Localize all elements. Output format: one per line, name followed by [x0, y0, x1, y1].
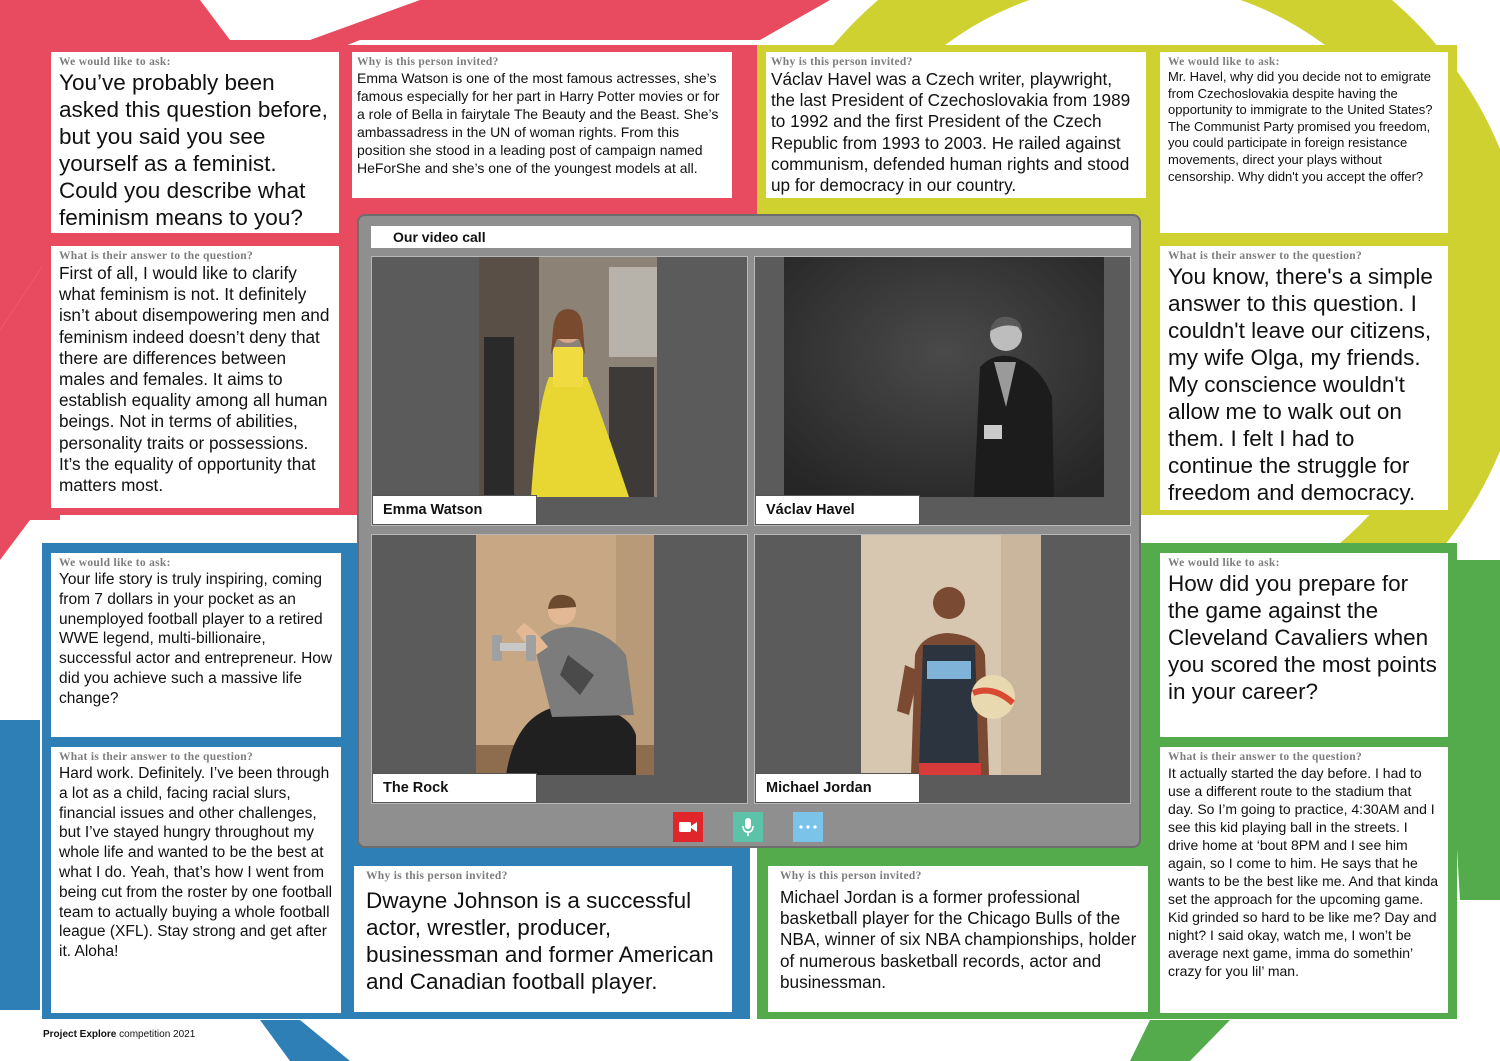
microphone-button[interactable]: [733, 812, 763, 842]
jordan-why-card: [768, 866, 1148, 1012]
participant-name: Emma Watson: [372, 495, 537, 525]
footer: [43, 1029, 195, 1040]
card-text: Václav Havel was a Czech writer, playwright, the last President of Czechoslovakia from 1989 to 1992 and the first President of the Czech Republic from 1993 to 2003. He railed against communism, defended human rights and stood up for democracy in our country.: [771, 69, 1131, 196]
more-dots-icon: [799, 825, 817, 829]
participant-photo: [479, 257, 657, 497]
call-title: Our video call: [371, 226, 1131, 248]
participant-photo: [784, 257, 1104, 497]
video-tile-michael-jordan[interactable]: [754, 534, 1131, 804]
video-camera-icon: [678, 820, 698, 834]
card-text: You’ve probably been asked this question before, but you said you see yourself as a feminist. Could you describe what feminism means to you?: [59, 70, 328, 230]
card-text: Dwayne Johnson is a successful actor, wrestler, producer, businessman and former American and Canadian football player.: [366, 888, 714, 994]
havel-answer-card: [1160, 246, 1448, 510]
video-tile-vaclav-havel[interactable]: [754, 256, 1131, 526]
watson-ask-card: [51, 52, 339, 233]
card-text: First of all, I would like to clarify what feminism is not. It definitely isn’t about disempowering men and feminism indeed doesn’t deny that there are differences between males and females. It aims to establish equality among all human beings. Not in terms of abilities, personality traits or possessions. It’s the equality of opportunity that matters most.: [59, 263, 330, 496]
card-label: We would like to ask:: [59, 557, 171, 569]
card-text: Hard work. Definitely. I’ve been through a lot as a child, facing racial slurs, financial issues and other challenges, but I’ve stayed hungry throughout my whole life and wanted to be the best at what I do. Yeah, that’s how I went from being cut from the roster by one football team to actually buying a whole football league (XFL). Stay strong and get after it. Aloha!: [59, 765, 333, 961]
participant-name: Václav Havel: [755, 495, 920, 525]
more-options-button[interactable]: [793, 812, 823, 842]
card-label: We would like to ask:: [1168, 557, 1280, 569]
card-text: You know, there's a simple answer to this question. I couldn't leave our citizens, my wife Olga, my friends. My conscience wouldn't allow me to walk out on them. I felt I had to continue the struggle for freedom and democracy.: [1168, 264, 1433, 505]
card-text: Emma Watson is one of the most famous actresses, she’s famous especially for her part in Harry Potter movies or for a role of Bella in fairytale The Beauty and the Beast. She’s ambassadress in the UN of woman rights. From this position she stood in a leading post of campaign named HeForShe and she’s one of the youngest models at all.: [357, 70, 720, 176]
participant-name: The Rock: [372, 773, 537, 803]
participant-name: Michael Jordan: [755, 773, 920, 803]
card-text: Your life story is truly inspiring, coming from 7 dollars in your pocket as an unemployed football player to a retired WWE legend, multi-billionaire, successful actor and entrepreneur. How did you achieve such a massive life change?: [59, 571, 333, 707]
watson-answer-card: [51, 246, 339, 508]
jordan-ask-card: [1160, 553, 1448, 737]
footer-text: competition 2021: [119, 1029, 196, 1040]
video-tile-emma-watson[interactable]: [371, 256, 748, 526]
card-label: We would like to ask:: [59, 56, 171, 68]
camera-button[interactable]: [673, 812, 703, 842]
video-call-window: [357, 214, 1141, 848]
watson-why-card: [352, 52, 732, 198]
participant-photo: [476, 535, 654, 775]
card-label: Why is this person invited?: [366, 870, 508, 882]
havel-why-card: [766, 52, 1146, 198]
card-text: It actually started the day before. I had to use a different route to the stadium that day. So I’m going to practice, 4:30AM and I see this kid playing ball in the streets. I drive home at ‘bout 8PM and I see him again, so I come to him. He says that he wants to be the best like me. And that kinda set the approach for the upcoming game. Kid grinded so hard to be like me? Day and night? I said okay, watch me, I won’t be average next game, imma do somethin’ crazy for you lil’ man.: [1168, 765, 1439, 979]
havel-ask-card: [1160, 52, 1448, 233]
card-text: How did you prepare for the game against the Cleveland Cavaliers when you scored the most points in your career?: [1168, 571, 1437, 704]
microphone-icon: [741, 817, 755, 837]
jordan-answer-card: [1160, 747, 1448, 1013]
rock-answer-card: [51, 747, 341, 1013]
participant-photo: [861, 535, 1041, 775]
rock-ask-card: [51, 553, 341, 737]
card-label: What is their answer to the question?: [1168, 250, 1363, 262]
card-label: We would like to ask:: [1168, 56, 1280, 68]
card-text: Mr. Havel, why did you decide not to emigrate from Czechoslovakia despite having the opportunity to immigrate to the United States? The Communist Party promised you freedom, you could participate in foreign resistance movements, direct your plays without censorship. Why didn't you accept the offer?: [1168, 69, 1433, 184]
footer-brand: Project Explore: [43, 1029, 117, 1040]
video-tile-the-rock[interactable]: [371, 534, 748, 804]
card-label: Why is this person invited?: [357, 56, 499, 68]
card-text: Michael Jordan is a former professional basketball player for the Chicago Bulls of the NBA, winner of six NBA championships, holder of numerous basketball records, actor and businessman.: [780, 887, 1137, 992]
card-label: What is their answer to the question?: [1168, 751, 1363, 763]
rock-why-card: [354, 866, 732, 1012]
card-label: What is their answer to the question?: [59, 250, 254, 262]
card-label: Why is this person invited?: [771, 56, 913, 68]
card-label: Why is this person invited?: [780, 870, 922, 882]
card-label: What is their answer to the question?: [59, 751, 254, 763]
